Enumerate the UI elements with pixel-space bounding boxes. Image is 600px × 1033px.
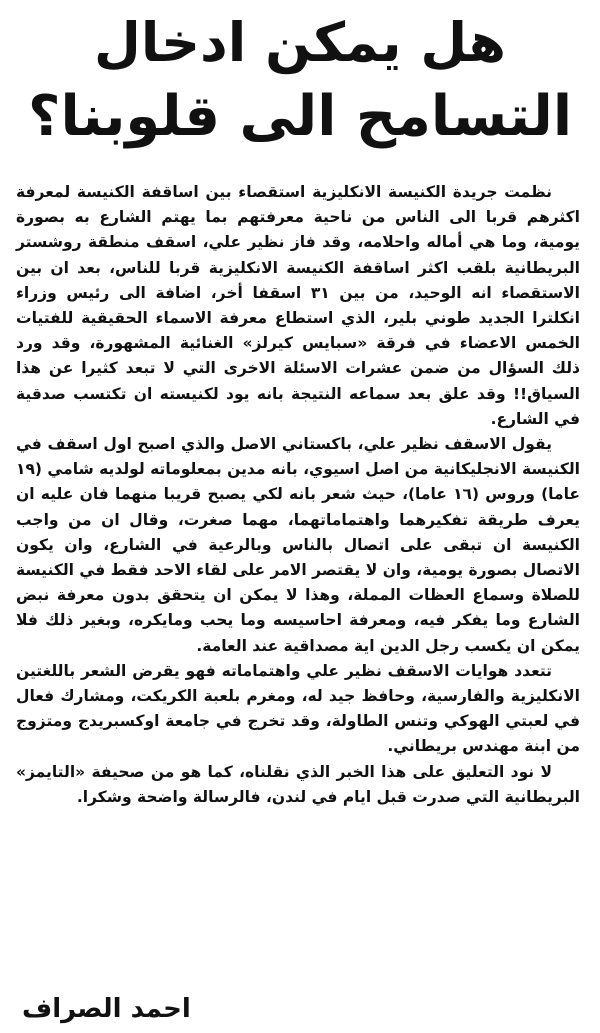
article-paragraph-2: يقول الاسقف نظير علي، باكستاني الاصل والذي اصبح اول اسقف في الكنيسة الانجليكانية من اصل اسيوي، بانه مدين بمعلوماته لولديه شامي (١٩ عاما) وروس (١٦ عاما)، حيث شعر بانه لكي يصبح قريبا منهما فان عليه ان يعرف طريقة تفكيرهما واهتماماتهما، مهما صغرت، وقال ان من واجب الكنيسة ان تبقى على اتصال بالناس وبالرعية في الشارع، وان يكون الاتصال بصورة يومية، وان لا يقتصر الامر على لقاء الاحد فقط في الكنيسة للصلاة وسماع العظات المملة، وهذا لا يمكن ان يتحقق بدون معرفة نبض الشارع وما يفكر فيه، ومعرفة احاسيسه وما يحب ومايكره، وبغير ذلك فلا يمكن ان يكسب رجل الدين اية مصداقية عند العامة. — [16, 435, 580, 655]
author-signature: احمد الصراف — [22, 994, 191, 1024]
article-paragraph-1: نظمت جريدة الكنيسة الانكليزية استقصاء بين اساقفة الكنيسة لمعرفة اكثرهم قربا الى الناس من ناحية معرفتهم بما يهتم الشارع به بصورة يومية، وما هي أماله واحلامه، وقد فاز نظير علي، اسقف منطقة روشستر البريطانية بلقب اكثر اساقفة الكنيسة الانكليزية قربا للناس، بعد ان بين الاستقصاء انه الوحيد، من بين ٣١ اسقفا أخر، اضافة الى رئيس وزراء انكلترا الجديد طوني بلير، الذي استطاع معرفة الاسماء الحقيقية للفتيات الخمس الاعضاء في فرقة «سبايس كيرلز» الغنائية المشهورة، وقد ورد ذلك السؤال من ضمن عشرات الاسئلة الاخرى التي لا تبعد كثيرا عن هذا السياق!! وقد علق بعد سماعه النتيجة بانه يود لكنيسته ان تكتسب صدقية في الشارع. — [16, 183, 580, 428]
headline-line-1: هل يمكن ادخال — [94, 11, 506, 74]
headline-line-2: التسامح الى قلوبنا؟ — [27, 84, 573, 149]
article-paragraph-3: تتعدد هوايات الاسقف نظير علي واهتماماته فهو يقرض الشعر باللغتين الانكليزية والفارسية، وحافظ جيد له، ومغرم بلعبة الكريكت، ومشارك فعال في لعبتي الهوكي وتنس الطاولة، وقد تخرج في جامعة اوكسبريدج ومتزوج من ابنة مهندس بريطاني. — [16, 661, 580, 756]
article-paragraph-4: لا نود التعليق على هذا الخبر الذي نقلناه، كما هو من صحيفة «التايمز» البريطانية التي صدرت قبل ايام في لندن، فالرسالة واضحة وشكرا. — [16, 762, 580, 806]
article-body — [16, 180, 580, 810]
